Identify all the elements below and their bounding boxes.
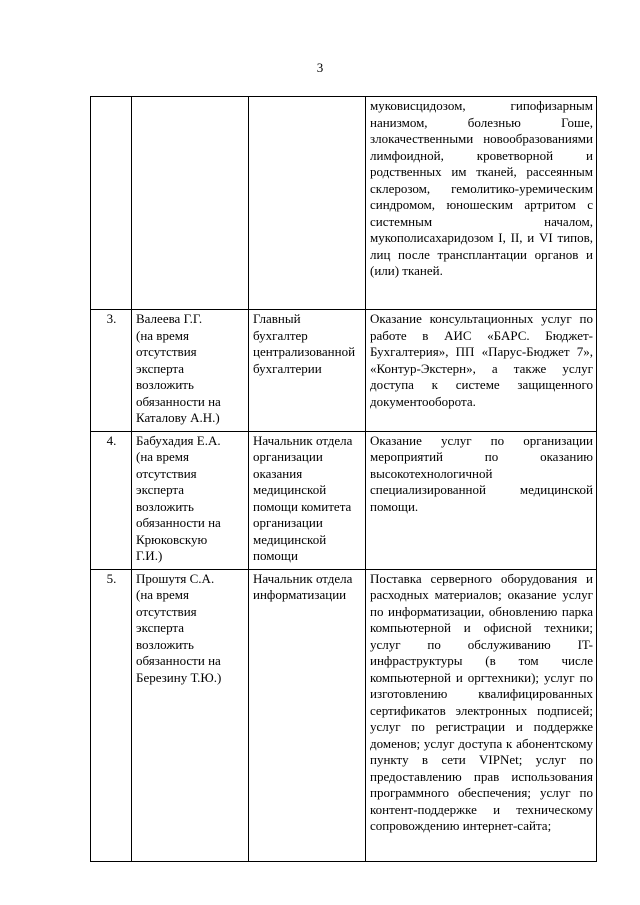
expert-position xyxy=(249,97,366,310)
name-line: (на время xyxy=(136,449,189,464)
row-number: 3. xyxy=(91,310,132,432)
name-line: эксперта xyxy=(136,360,185,376)
position-line: информатизации xyxy=(253,587,347,602)
name-line: отсутствия xyxy=(136,344,197,359)
name-line: Бабухадия Е.А. xyxy=(136,432,221,448)
position-line: централизованной xyxy=(253,344,356,359)
position-line: оказания xyxy=(253,465,303,481)
position-line: помощи xyxy=(253,548,298,563)
position-line: помощи комитета xyxy=(253,498,352,514)
services-description: Оказание консультационных услуг по работе в АИС «БАРС. Бюджет-Бухгалтерия», ПП «Парус-Бюджет 7», «Контур-Экстерн», а также услуг доступа к системе защищенного документооборота. xyxy=(366,310,597,432)
name-line: возложить xyxy=(136,498,194,514)
name-line: отсутствия xyxy=(136,603,197,619)
services-description: муковисцидозом, гипофизарным нанизмом, болезнью Гоше, злокачественными новообразованиями лимфоидной, кроветворной и родственных им тканей, рассеянным склерозом, гемолитико-уремическим синдромом, юношеским артритом с системным началом, мукополисахаридозом I, II, и VI типов, лиц после трансплантации органов и (или) тканей. xyxy=(366,97,597,310)
position-line: медицинской xyxy=(253,482,327,497)
name-line: возложить xyxy=(136,636,194,652)
name-line: эксперта xyxy=(136,620,185,635)
expert-name xyxy=(132,569,249,861)
services-description: Поставка серверного оборудования и расходных материалов; оказание услуг по информатизации, обновлению парка компьютерной и офисной техники; услуг по обслуживанию IT-инфраструктуры (в том числе компьютерной и оргтехники); услуг по изготовлению квалифицированных сертификатов электронных подписей; услуг по регистрации и поддержке доменов; услуг доступа к абонентскому пункту в сети VIPNet; услуг по предоставлению прав использования программного обеспечения; услуг по контент-поддержке и техническому сопровождению интернет-сайта; xyxy=(366,569,597,861)
name-line: Березину Т.Ю.) xyxy=(136,669,222,685)
position-line: Начальник отдела xyxy=(253,432,353,448)
name-line: Каталову А.Н.) xyxy=(136,410,220,425)
name-line: Прошутя С.А. xyxy=(136,570,215,586)
expert-position xyxy=(249,569,366,861)
name-line: отсутствия xyxy=(136,465,197,481)
expert-position xyxy=(249,431,366,569)
name-line: возложить xyxy=(136,377,194,392)
position-line: бухгалтер xyxy=(253,327,308,343)
table-row xyxy=(91,569,597,861)
expert-name xyxy=(132,310,249,432)
table-body xyxy=(91,97,597,862)
table-row xyxy=(91,310,597,432)
position-line: Главный xyxy=(253,311,301,326)
page-number: 3 xyxy=(316,60,324,75)
expert-name xyxy=(132,431,249,569)
row-number: 5. xyxy=(91,569,132,861)
position-line: медицинской xyxy=(253,531,327,547)
row-number: 4. xyxy=(91,431,132,569)
table-row xyxy=(91,431,597,569)
name-line: Крюковскую xyxy=(136,531,208,547)
position-line: бухгалтерии xyxy=(253,360,322,376)
experts-table xyxy=(90,96,597,862)
name-line: обязанности на xyxy=(136,393,221,409)
name-line: (на время xyxy=(136,587,189,602)
expert-position xyxy=(249,310,366,432)
name-line: обязанности на xyxy=(136,515,221,530)
name-line: эксперта xyxy=(136,482,185,497)
name-line: Г.И.) xyxy=(136,548,163,563)
position-line: Начальник отдела xyxy=(253,570,353,586)
name-line: (на время xyxy=(136,327,189,343)
expert-name xyxy=(132,97,249,310)
row-number xyxy=(91,97,132,310)
position-line: организации xyxy=(253,515,323,530)
table-row xyxy=(91,97,597,310)
position-line: организации xyxy=(253,449,323,464)
name-line: Валеева Г.Г. xyxy=(136,311,203,326)
name-line: обязанности на xyxy=(136,653,221,668)
services-description: Оказание услуг по организации мероприятий по оказанию высокотехнологичной специализированной медицинской помощи. xyxy=(366,431,597,569)
